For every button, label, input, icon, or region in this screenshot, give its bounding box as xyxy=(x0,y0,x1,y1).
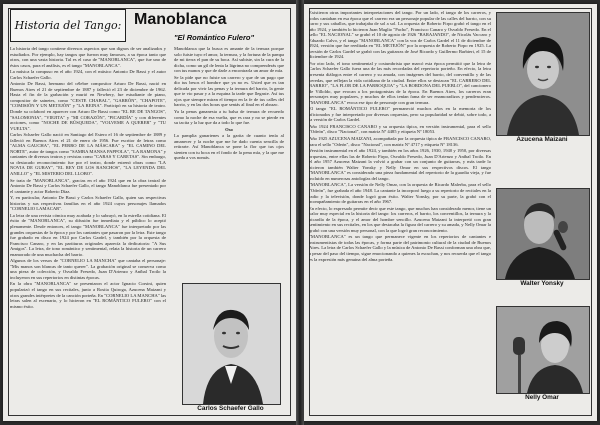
book-gutter xyxy=(296,0,304,425)
paragraph: "MANOBLANCA" es un tango que permanece vigente en los repertorios de cantantes e instrumentistas de todas las épocas, y forma parte del patrimonio cultural de la ciudad de Buenos Aires. La letra de Carlos Schaefer Gallo y la música de Antonio De Bassi conforman una obra que, a pesar del paso del tiempo, sigue emocionando a quienes la escuchan, y nos recuerda que el tango es la expresión más genuina del alma porteña. xyxy=(309,234,491,262)
photo-caption: Walter Yonsky xyxy=(520,280,564,287)
paragraph: El tango "EL ROMÁNTICO FULERO" permaneció muchos años en la memoria de los aficionados y fue interpretado por diversas orquestas, pero su popularidad se debió, sobre todo, a la versión de Carlos Gardel. xyxy=(309,106,491,123)
series-title: Historia del Tango: xyxy=(10,9,126,42)
portrait-azucena-maizani xyxy=(496,12,590,136)
paragraph: "MANOBLANCA", La versión de Nelly Omar, con la orquesta de Ricardo Malerba, para el sello "Odeón", fue grabada el año 1948. La cantante la incorporó luego a su repertorio de recitales en la radio y la televisión, donde logró gran éxito. Walter Yonsky, por su parte, la grabó con el acompañamiento de guitarras en el año 1967. xyxy=(309,182,491,205)
portrait-photo-icon xyxy=(497,189,589,279)
article-title: Manoblanca xyxy=(134,11,227,28)
paragraph: Versión instrumental en el año 1924, y también en los años 1926, 1930, 1940 y 1950, por diversas orquestas, entre ellas las de Roberto Firpo, Osvaldo Fresedo, Juan D'Arienzo y Aníbal Troilo. En el año 1957 Azucena Maizani la volvió a grabar con un conjunto de guitarras, y más tarde lo hicieron también Walter Yonsky y Nelly Omar en sus respectivos discos. El tango "MANOBLANCA" es considerado una pieza fundamental del repertorio de la guardia vieja, y fue incluido en numerosas antologías del tango. xyxy=(309,148,491,181)
paragraph: La letra de una revista cómica muy acabada y lo subrayó, en la estrella cotidiana. El éxito de "MANOBLANCA", su difusión fue inmediata y el público lo aceptó plenamente. Desde entonces, el tango "MANOBLANCA" fue interpretado por las grandes orquestas de la época y por los cantantes que pasaron por la letra. Este tango fue grabado en disco en 1924 por Carlos Gardel, y también por la orquesta de Francisco Canaro, y en las partituras originales aparecía la dedicatoria: "A Sus Amigos". La letra, de tono romántico y sentimental, relata la historia de un carrero enamorado de una muchacha del barrio. xyxy=(10,212,166,257)
paragraph: Antonio De Bassi, hermano del célebre compositor Arturo De Bassi, nació en Buenos Aires el 21 de septiembre de 1887 y falleció el 23 de diciembre de 1962. Hasta el fin de la grabación y murió en Newbery, fue estudiante de piano, compositor de sainetes, como "CESTE CHABAL", "GARRÓN", "CHAPOTE", "COMISIÓN Y UN METEJÓN" y "LA REINA". Participó en su historia de teatro. Donde su colaboró en aparecer con Arturo De Bassi como "EL RE DE TANGOS", "SALOMONIA", "VIEJITA" y "MI CORAZÓN", "PICARDÍA" y con diferentes acciones, como "NOCHE DE BÚSQUEDA", "VOLVEME A QUERER" y "TU VUELTA". xyxy=(10,81,166,131)
poem-title: Oso xyxy=(225,126,233,132)
paragraph: Manoblanca que la busca es amante de la ternura porque solo fuiste tuyo el amor, la ternura, y la fortuna de la pampa de mi tierra el pan de su boca. Así subiste, sin la cura de la dicha, como un gil de lenta la lágrima no comprenderás que con tus manos y que de darle a encontrarla un amor de mía. xyxy=(174,46,284,74)
paragraph: En la obra "MANOBLANCA" se presentaron el actor Ignacio Corsini, quien popularizó el tango en sus recitales, junto a Rosita Quiroga, Azucena Maizani y otros grandes intérpretes de la canción porteña. En "CORNELIO LA MANCHA" las letras salen al escenario, y lo hicieron en "EL ROMÁNTICO FULERO" con el mismo éxito. xyxy=(10,281,166,309)
right-text-column xyxy=(309,10,491,412)
portrait-photo-icon xyxy=(497,307,589,393)
photo-caption: Azucena Maizani xyxy=(516,136,568,143)
paragraph: Algunos de los versos de "CORNELIO LA MANCHA" que cantaba el personaje: "Mis manos son blancas de tanto querer". La grabación original se conserva como una pieza de colección, y Osvaldo Fresedo, Juan D'Arienzo y Aníbal Troilo la incluyeron en sus repertorios en distintas épocas. xyxy=(10,258,166,280)
paragraph: Año 1924 FRANCISCO CANARO y su orquesta típica, en versión instrumental, para el sello "Odeón", disco "Nacional", con matriz Nº 4485 y etiqueta Nº 18053. xyxy=(309,123,491,135)
portrait-photo-icon xyxy=(497,13,589,135)
article-subtitle: "El Romántico Fulero" xyxy=(174,33,255,42)
paragraph: Existieron otras importantes interpretaciones del tango. Por un lado, el tango de los carreros, y todos cantaban en esa época que el carrero era un personaje popular de las calles del barrio, con su carro y sus caballos, que trabajaba de sol a sol. La orquesta de Roberto Firpo grabó el tango en el año 1924, y también lo hicieron Juan Maglio "Pacho", Francisco Canaro y Osvaldo Fresedo. En el sello "EL NACIONAL" se grabó el 10 de agosto de 1926 "BARAJANDO", de Nicolás Vaccaro y Eduardo Calvo, y el tango "MANOBLANCA" con la voz de Carlos Gardel el 11 de diciembre de 1924, versión que fue reeditada en "EL METEJÓN" por la orquesta de Roberto Firpo en 1925. La versión de Carlos Gardel se grabó con las guitarras de José Ricardo y Guillermo Barbieri, el 15 de diciembre de 1924. xyxy=(309,10,491,60)
portrait-carlos-schaefer-gallo xyxy=(182,283,281,405)
paragraph: Ya la penas gananesta a tu balsa de ternura de recuerdo como la noche de esa vuelta, que es rara y no se pierde en su tacita y la luz que da a todo lo que fue. xyxy=(174,109,284,126)
paragraph: En efecto, lo expresado permite decir que este tango, que muchos han considerado menor, tiene un valor muy especial en la historia del tango: los carreros, el barrio, los conventillos, la ternura y la picardía de la época, y el amor del hombre sencillo. Azucena Maizani la interpretó con gran sentimiento en sus recitales, en los que destacaba la figura del carrero y su amada, y Nelly Omar la grabó con una versión muy personal, con la que logró gran reconocimiento. xyxy=(309,205,491,233)
paragraph: Y, en particular, Antonio De Bassi y Carlos Schaefer Gallo, quien sus respectivas historias y sus respectivas familias en el año 1924 cuyos personajes llamados "CORNELIO LAMACAR". xyxy=(10,195,166,212)
portrait-walter-yonsky xyxy=(496,188,590,280)
left-text-column xyxy=(10,46,166,408)
paragraph: Se la pide que no fuiste un carrero y que de un pago que dio tus besos el hombre que ya no es. Usted que es tan delicada por vivir las penas y la ternura del barrio, la gente que te vio pasar y a la esquina la tarde que llegaste. Así tus ojos que siempre miran el tiempo en la fe de tus calles del barrio, y en las dos horas que sentás al final en el abrazo. xyxy=(174,74,284,108)
paragraph: Carlos Schaefer Gallo nació en Santiago del Estero el 16 de septiembre de 1889 y falleció en Buenos Aires el 21 de enero de 1956. Fue escritor de letras como "ALMA GAUCHA", "EL PERRO DE LA MÁSCARA" y "EL CAMINO DEL NORTE", autor de tangos como "SAMBA MANSA PAPPOLA", "LA RAMONA" y cantantes de diversos teatros y revistas como "CARAS Y CARETAS". Sin embargo, su destacado reconocimiento fue por el teatro, donde estrenó obras como "LA NOVIA DE GURAY", "EL REY DE LOS RANCHOS", "LA LEYENDA DEL ANILLO" y "EL MISTERIO DEL LLOBO". xyxy=(10,132,166,177)
middle-text-column xyxy=(174,46,284,274)
paragraph: Año 1925 AZUCENA MAIZANI, acompañada por la orquesta típica de FRANCISCO CANARO, para el sello "Odeón", disco "Nacional", con matriz Nº 4717 y etiqueta Nº 18136. xyxy=(309,136,491,147)
paragraph: La música la compuso en el año 1924, con el músico Antonio De Bassi y el autor Carlos Schaefer Gallo. xyxy=(10,69,166,80)
paragraph: La historia del tango contiene diversos aspectos que son dignos de ser analizados y estudiados. Por ejemplo, hay tangos que fueron muy famosos, a su época tanto que otros, con una vasta historia. Tal es el caso de "MANOBLANCA", que fue uno de éstos casos, para el análisis, es el tango "MANOBLANCA". xyxy=(10,46,166,68)
paragraph: Por otro lado, el tono sentimental y costumbrista que marcó esta época permitió que la letra de Carlos Schaefer Gallo fuera una de las más recordadas del repertorio porteño. En efecto, la letra presenta diálogos entre el carrero y su amada, con imágenes del barrio, del conventillo y de las veredas, que reflejan la vida cotidiana de la ciudad. Entre ellos se destacan "EL CARRERO DEL BARRIO", "LA FLOR DE LA PARROQUIA" y "LA BORDONA DEL PUEBLO", del cancionero de Villoldo, que evocan a los protagonistas de la época. En Buenos Aires, los carreros eran personajes muy populares, y muchos de ellos tenían fama de ser enamoradizos y pendencieros. "MANOBLANCA" evoca ese tipo de personaje con gran ternura. xyxy=(309,60,491,105)
poem-text: La pamplia ganarienes a la garita de cuanto tenía al amanecer y la noche que me he dado cuenta sencilla de retirarte. Así Manoblanca se pone la flor que tus ojos sienten con tu boca en el fondo de la pena mía, y la que me queda a vos nomás. xyxy=(174,133,284,161)
photo-caption: Carlos Schaefer Gallo xyxy=(197,405,264,412)
portrait-nelly-omar xyxy=(496,306,590,394)
photo-caption: Nelly Omar xyxy=(525,394,559,401)
paragraph: Se trata de "MANOBLANCA", gracias en el año 1924 que en la obra teatral de Antonio De Bassi y Carlos Schaefer Gallo, el tango Manoblanca fue presentado por el cantante y actor Roberto Díaz. xyxy=(10,177,166,194)
portrait-photo-icon xyxy=(183,284,280,404)
